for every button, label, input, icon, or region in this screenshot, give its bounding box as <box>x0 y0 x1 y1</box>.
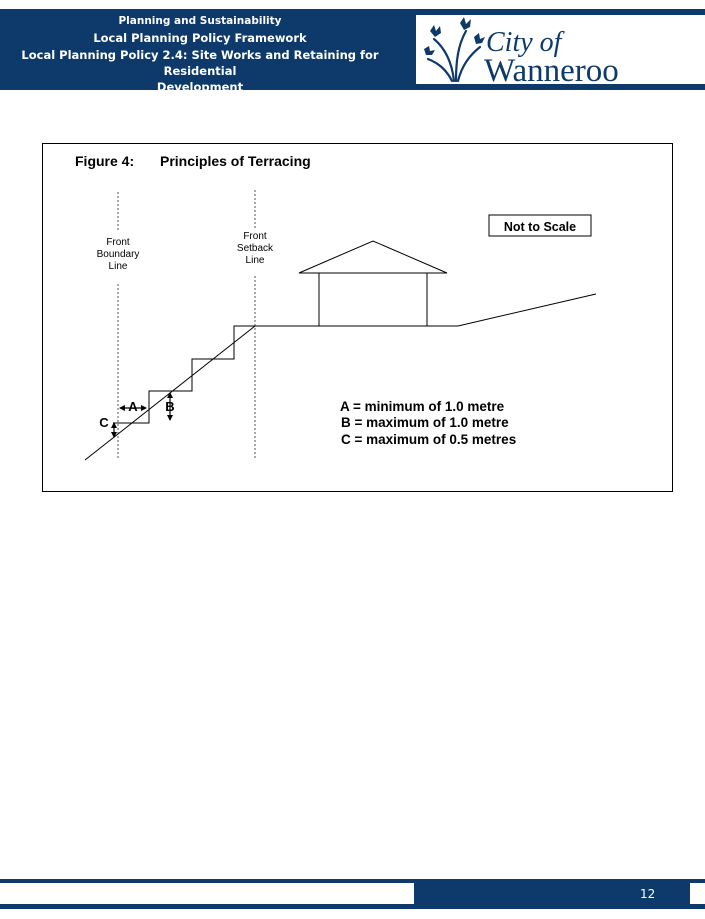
marker-b: B <box>165 399 175 414</box>
footer-white-band <box>0 883 414 904</box>
page-number: 12 <box>640 887 656 901</box>
front-boundary-label-3: Line <box>108 261 128 272</box>
marker-a: A <box>128 399 138 414</box>
header-policy-title <box>0 47 400 95</box>
page-footer <box>0 879 705 909</box>
front-setback-label-2: Setback <box>236 243 274 254</box>
footer-white-band-right <box>690 883 705 904</box>
logo-city-of: City of <box>486 27 562 58</box>
figure-title: Principles of Terracing <box>160 153 311 169</box>
front-boundary-label-2: Boundary <box>96 249 140 260</box>
header-title-block <box>0 9 410 94</box>
header-department: Planning and Sustainability <box>118 15 282 27</box>
house-roof <box>299 241 447 273</box>
front-setback-label-3: Line <box>245 255 265 266</box>
legend-a: A = minimum of 1.0 metre <box>340 399 505 414</box>
arrow-b-down-head <box>167 415 173 421</box>
header-policy-title-line1: Local Planning Policy 2.4: Site Works and Retaining for Residential <box>21 48 379 78</box>
marker-c: C <box>99 415 109 430</box>
front-boundary-label-1: Front <box>106 237 130 248</box>
kangaroo-paw-logo-icon <box>416 15 705 84</box>
legend-c: C = maximum of 0.5 metres <box>341 432 517 447</box>
front-setback-label-1: Front <box>243 231 267 242</box>
city-logo <box>416 15 705 84</box>
house-body <box>319 273 427 326</box>
logo-wanneroo: Wanneroo <box>484 53 619 84</box>
terracing-diagram <box>43 144 674 493</box>
header-framework: Local Planning Policy Framework <box>93 31 307 45</box>
header-policy-title-line2: Development <box>156 80 244 94</box>
page-header <box>0 9 705 94</box>
figure-number: Figure 4: <box>75 153 135 169</box>
terracing-figure <box>42 143 673 492</box>
legend-b: B = maximum of 1.0 metre <box>341 415 509 430</box>
scale-note: Not to Scale <box>503 220 577 234</box>
arrow-a-right-head <box>141 405 147 411</box>
arrow-a-left-head <box>119 405 125 411</box>
